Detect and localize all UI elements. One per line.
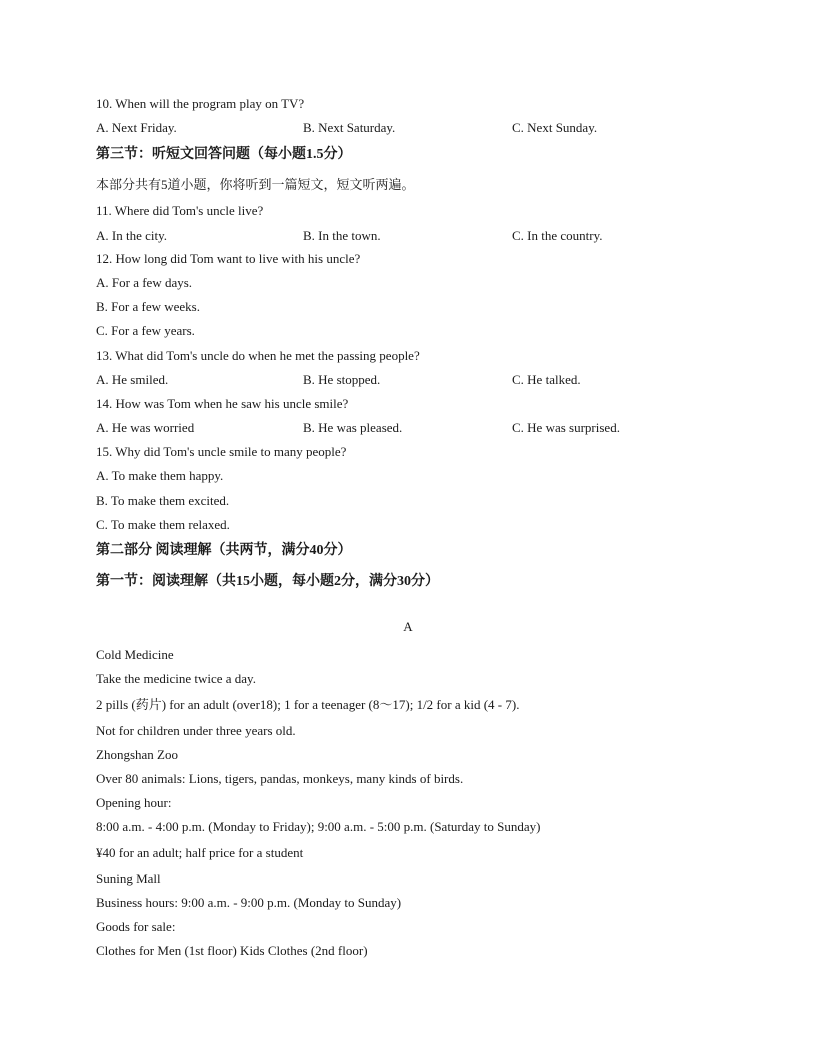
q13-option-b: B. He stopped. xyxy=(303,372,381,387)
q11-option-c: C. In the country. xyxy=(512,228,603,243)
q14-option-a: A. He was worried xyxy=(96,420,195,435)
q15-option-b: B. To make them excited. xyxy=(96,493,230,508)
passage-line: Zhongshan Zoo xyxy=(96,747,178,762)
part2-heading: 第二部分 阅读理解（共两节，满分40分） xyxy=(96,543,352,558)
section3-heading: 第三节：听短文回答问题（每小题1.5分） xyxy=(96,147,352,162)
passage-line: Opening hour: xyxy=(96,795,172,810)
passage-line: Clothes for Men (1st floor) Kids Clothes (2nd floor) xyxy=(96,943,368,958)
q12-option-c: C. For a few years. xyxy=(96,323,195,338)
part2-section1-heading: 第一节：阅读理解（共15小题，每小题2分，满分30分） xyxy=(96,574,439,589)
passage-line: Suning Mall xyxy=(96,871,161,886)
question-14: 14. How was Tom when he saw his uncle smile? xyxy=(96,396,349,411)
q13-option-c: C. He talked. xyxy=(512,372,581,387)
question-15: 15. Why did Tom's uncle smile to many people? xyxy=(96,444,347,459)
passage-line: 2 pills (药片) for an adult (over18); 1 for a teenager (8～17); 1/2 for a kid (4 - 7). xyxy=(96,697,520,712)
q12-option-a: A. For a few days. xyxy=(96,275,193,290)
q14-option-b: B. He was pleased. xyxy=(303,420,403,435)
passage-line: Cold Medicine xyxy=(96,647,174,662)
passage-line: Goods for sale: xyxy=(96,919,176,934)
q10-option-a: A. Next Friday. xyxy=(96,120,177,135)
passage-line: Business hours: 9:00 a.m. - 9:00 p.m. (Monday to Sunday) xyxy=(96,895,402,910)
passage-a-label: A xyxy=(403,619,413,634)
passage-line: Not for children under three years old. xyxy=(96,723,296,738)
passage-line: ¥40 for an adult; half price for a student xyxy=(96,845,304,860)
q14-option-c: C. He was surprised. xyxy=(512,420,620,435)
question-13: 13. What did Tom's uncle do when he met the passing people? xyxy=(96,348,420,363)
question-10: 10. When will the program play on TV? xyxy=(96,96,305,111)
passage-line: Over 80 animals: Lions, tigers, pandas, monkeys, many kinds of birds. xyxy=(96,771,464,786)
question-12: 12. How long did Tom want to live with his uncle? xyxy=(96,251,361,266)
q12-option-b: B. For a few weeks. xyxy=(96,299,200,314)
passage-line: Take the medicine twice a day. xyxy=(96,671,256,686)
q15-option-a: A. To make them happy. xyxy=(96,468,224,483)
q10-option-c: C. Next Sunday. xyxy=(512,120,598,135)
passage-line: 8:00 a.m. - 4:00 p.m. (Monday to Friday); 9:00 a.m. - 5:00 p.m. (Saturday to Sunday) xyxy=(96,819,541,834)
q11-option-a: A. In the city. xyxy=(96,228,167,243)
question-11: 11. Where did Tom's uncle live? xyxy=(96,203,264,218)
q13-option-a: A. He smiled. xyxy=(96,372,169,387)
q15-option-c: C. To make them relaxed. xyxy=(96,517,230,532)
q11-option-b: B. In the town. xyxy=(303,228,381,243)
q10-option-b: B. Next Saturday. xyxy=(303,120,396,135)
section3-instruction: 本部分共有5道小题，你将听到一篇短文，短文听两遍。 xyxy=(96,177,415,192)
